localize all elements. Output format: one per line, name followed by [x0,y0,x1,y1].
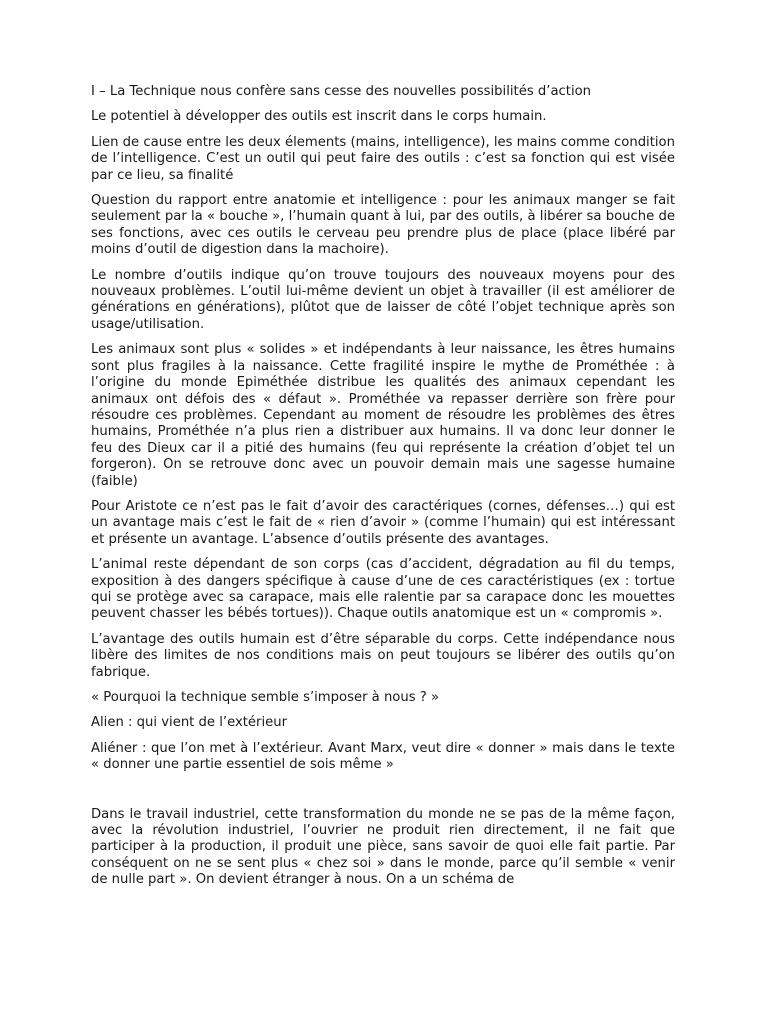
paragraph: Les animaux sont plus « solides » et indépendants à leur naissance, les êtres humains sont plus fragiles à la naissance. Cette fragilité inspire le mythe de Prométhée : à l’origine du monde Epiméthée distribue les qualités des animaux cependant les animaux ont défois des « défaut ». Prométhée va repasser derrière son frère pour résoudre ces problèmes. Cependant au moment de résoudre les problèmes des êtres humains, Prométhée n’a plus rien a distribuer aux humains. Il va donc leur donner le feu des Dieux car il a pitié des humains (feu qui représente la création d’objet tel un forgeron). On se retrouve donc avec un pouvoir demain mais une sagesse humaine (faible) [91,342,675,489]
paragraph: Pour Aristote ce n’est pas le fait d’avoir des caractériques (cornes, défenses…) qui est un avantage mais c’est le fait de « rien d’avoir » (comme l’humain) qui est intéressant et présente un avantage. L’absence d’outils présente des avantages. [91,498,675,547]
paragraph: Le potentiel à développer des outils est inscrit dans le corps humain. [91,109,547,125]
paragraph: Dans le travail industriel, cette transformation du monde ne se pas de la même façon, avec la révolution industriel, l’ouvrier ne produit rien directement, il ne fait que participer à la production, il produit une pièce, sans savoir de quoi elle fait partie. Par conséquent on ne se sent plus « chez soi » dans le monde, parce qu’il semble « venir de nulle part ». On devient étranger à nous. On a un schéma de [91,806,675,888]
document-page [91,84,675,898]
definition-paragraph: Aliéner : que l’on met à l’extérieur. Avant Marx, veut dire « donner » mais dans le texte « donner une partie essentiel de sois même » [91,740,675,773]
paragraph: Le nombre d’outils indique qu’on trouve toujours des nouveaux moyens pour des nouveaux problèmes. L’outil lui-même devient un objet à travailler (il est améliorer de générations en générations), plûtot que de laisser de côté l’objet technique après son usage/utilisation. [91,267,675,332]
paragraph: Lien de cause entre les deux élements (mains, intelligence), les mains comme condition de l’intelligence. C’est un outil qui peut faire des outils : c’est sa fonction qui est visée par ce lieu, sa finalité [91,134,675,183]
question-line: « Pourquoi la technique semble s’imposer à nous ? » [91,690,440,705]
definition-line: Alien : qui vient de l’extérieur [91,715,288,731]
paragraph: L’avantage des outils humain est d’être séparable du corps. Cette indépendance nous libère des limites de nos conditions mais on peut toujours se libérer des outils qu’on fabrique. [91,631,675,680]
paragraph: Question du rapport entre anatomie et intelligence : pour les animaux manger se fait seulement par la « bouche », l’humain quant à lui, par des outils, à libérer sa bouche de ses fonctions, avec ces outils le cerveau peu prendre plus de place (place libéré par moins d’outil de digestion dans la machoire). [91,193,675,258]
section-heading: I – La Technique nous confère sans cesse des nouvelles possibilités d’action [91,84,592,99]
paragraph: L’animal reste dépendant de son corps (cas d’accident, dégradation au fil du temps, exposition à des dangers spécifique à cause d’une de ces caractéristiques (ex : tortue qui se protège avec sa carapace, mais elle ralentie par sa carapace donc les mouettes peuvent chasser les bébés tortues)). Chaque outils anatomique est un « compromis ». [91,557,675,622]
